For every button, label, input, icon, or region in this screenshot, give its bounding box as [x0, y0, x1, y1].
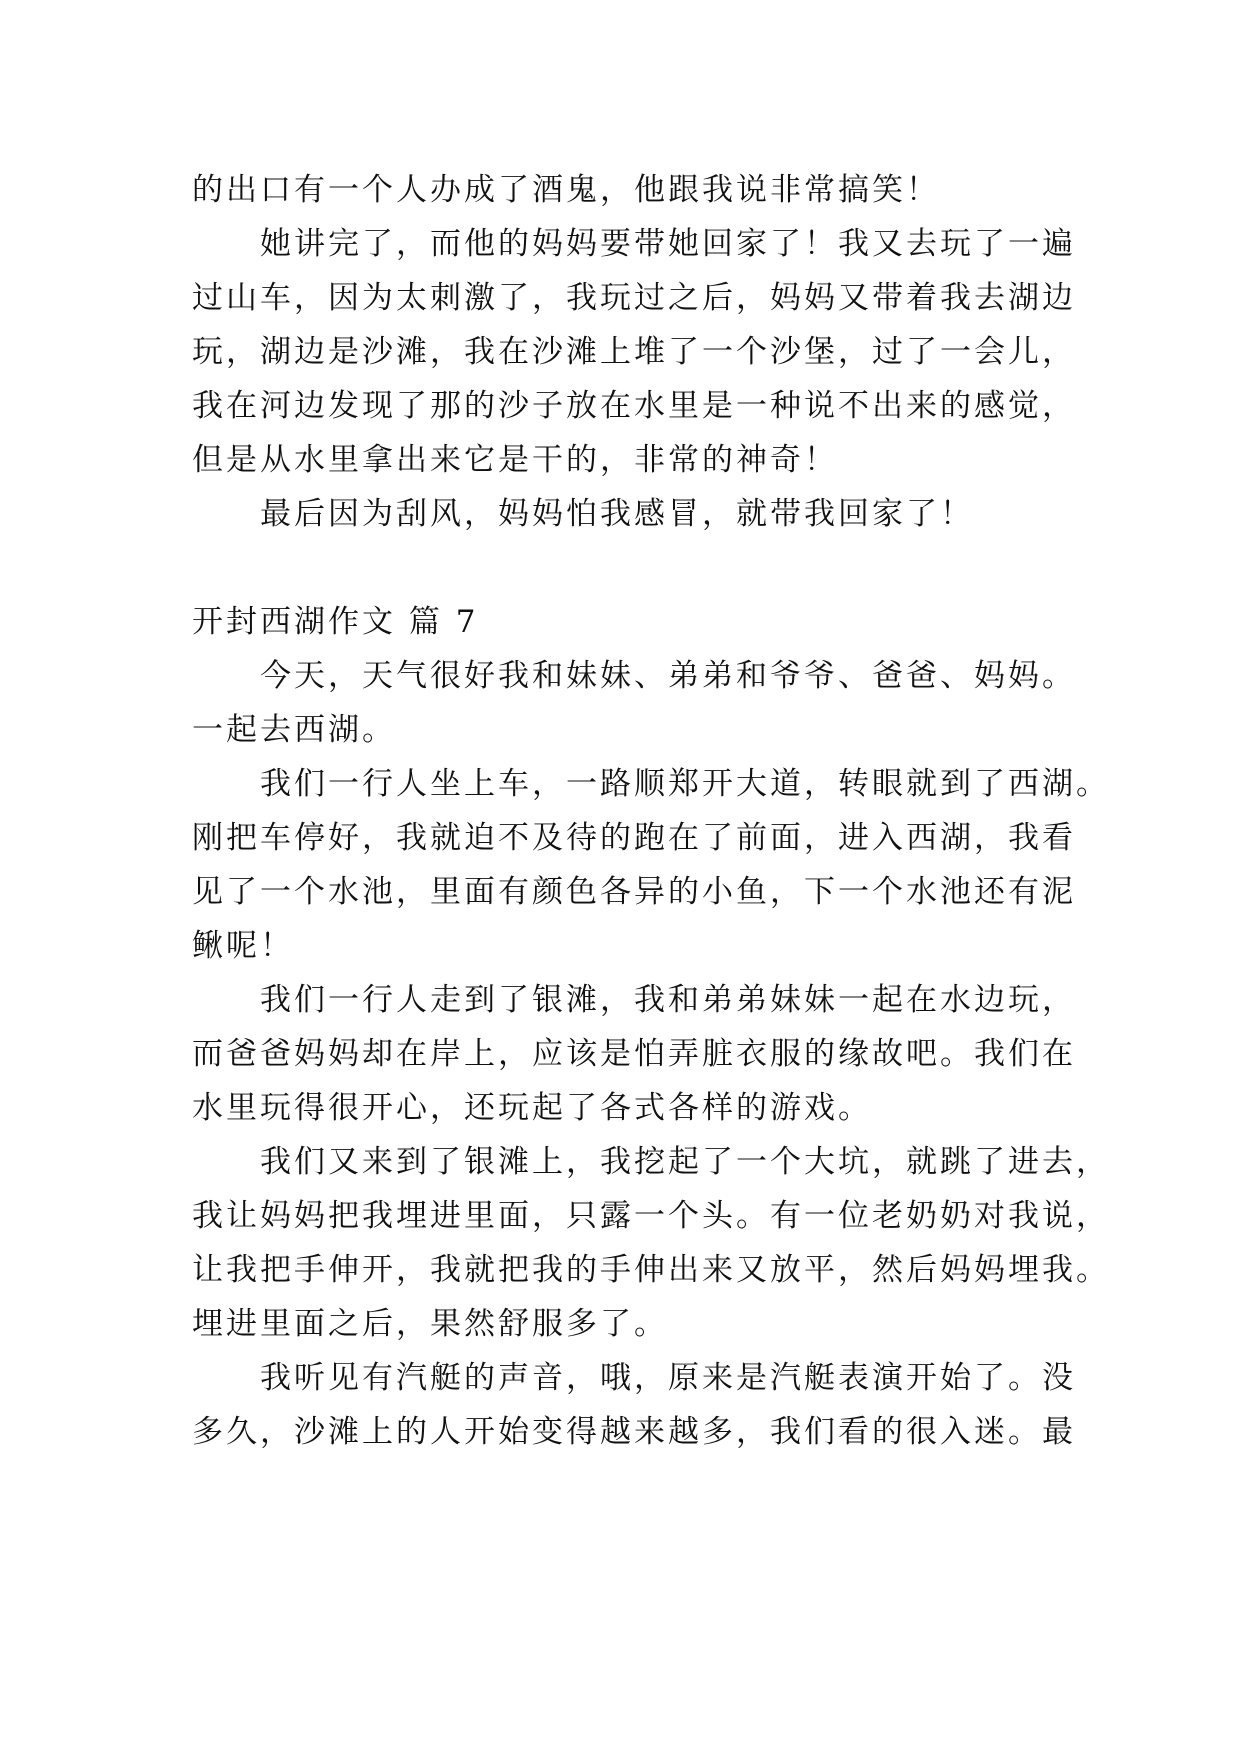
text-line: 一起去西湖。	[192, 712, 396, 748]
document-page	[192, 163, 1110, 1459]
paragraph-sand-pit	[192, 1135, 1110, 1351]
text-line: 我听见有汽艇的声音，哦，原来是汽艇表演开始了。没	[260, 1360, 1076, 1396]
text-line: 见了一个水池，里面有颜色各异的小鱼，下一个水池还有泥	[192, 874, 1076, 910]
paragraph-sandcastle	[192, 217, 1076, 487]
text-line: 我们一行人坐上车，一路顺郑开大道，转眼就到了西湖。	[260, 766, 1110, 802]
paragraph-speedboat	[192, 1351, 1076, 1459]
section-heading: 开封西湖作文 篇 7	[192, 604, 479, 640]
text-line: 今天，天气很好我和妹妹、弟弟和爷爷、爸爸、妈妈。	[260, 658, 1076, 694]
text-line: 过山车，因为太刺激了，我玩过之后，妈妈又带着我去湖边	[192, 280, 1076, 316]
text-line: 我们又来到了银滩上，我挖起了一个大坑，就跳了进去，	[260, 1144, 1110, 1180]
text-line: 她讲完了，而他的妈妈要带她回家了！我又去玩了一遍	[260, 226, 1076, 262]
text-line: 的出口有一个人办成了酒鬼，他跟我说非常搞笑！	[192, 172, 940, 208]
text-line: 最后因为刮风，妈妈怕我感冒，就带我回家了！	[260, 496, 974, 532]
text-line: 鳅呢！	[192, 928, 294, 964]
text-line: 埋进里面之后，果然舒服多了。	[192, 1306, 668, 1342]
text-line: 我让妈妈把我埋进里面，只露一个头。有一位老奶奶对我说，	[192, 1198, 1110, 1234]
text-line: 我在河边发现了那的沙子放在水里是一种说不出来的感觉，	[192, 388, 1076, 424]
paragraph-going-home	[192, 487, 1072, 541]
paragraph-silver-beach	[192, 973, 1076, 1135]
text-line: 但是从水里拿出来它是干的，非常的神奇！	[192, 442, 838, 478]
text-line: 而爸爸妈妈却在岸上，应该是怕弄脏衣服的缘故吧。我们在	[192, 1036, 1076, 1072]
text-line: 水里玩得很开心，还玩起了各式各样的游戏。	[192, 1090, 872, 1126]
paragraph-arrival	[192, 757, 1110, 973]
paragraph-intro	[192, 649, 1076, 757]
text-line: 玩，湖边是沙滩，我在沙滩上堆了一个沙堡，过了一会儿，	[192, 334, 1076, 370]
paragraph-continued	[192, 163, 1072, 217]
text-line: 多久，沙滩上的人开始变得越来越多，我们看的很入迷。最	[192, 1414, 1076, 1450]
text-line: 我们一行人走到了银滩，我和弟弟妹妹一起在水边玩，	[260, 982, 1076, 1018]
text-line: 刚把车停好，我就迫不及待的跑在了前面，进入西湖，我看	[192, 820, 1076, 856]
section-gap	[192, 541, 1072, 595]
text-line: 让我把手伸开，我就把我的手伸出来又放平，然后妈妈埋我。	[192, 1252, 1110, 1288]
